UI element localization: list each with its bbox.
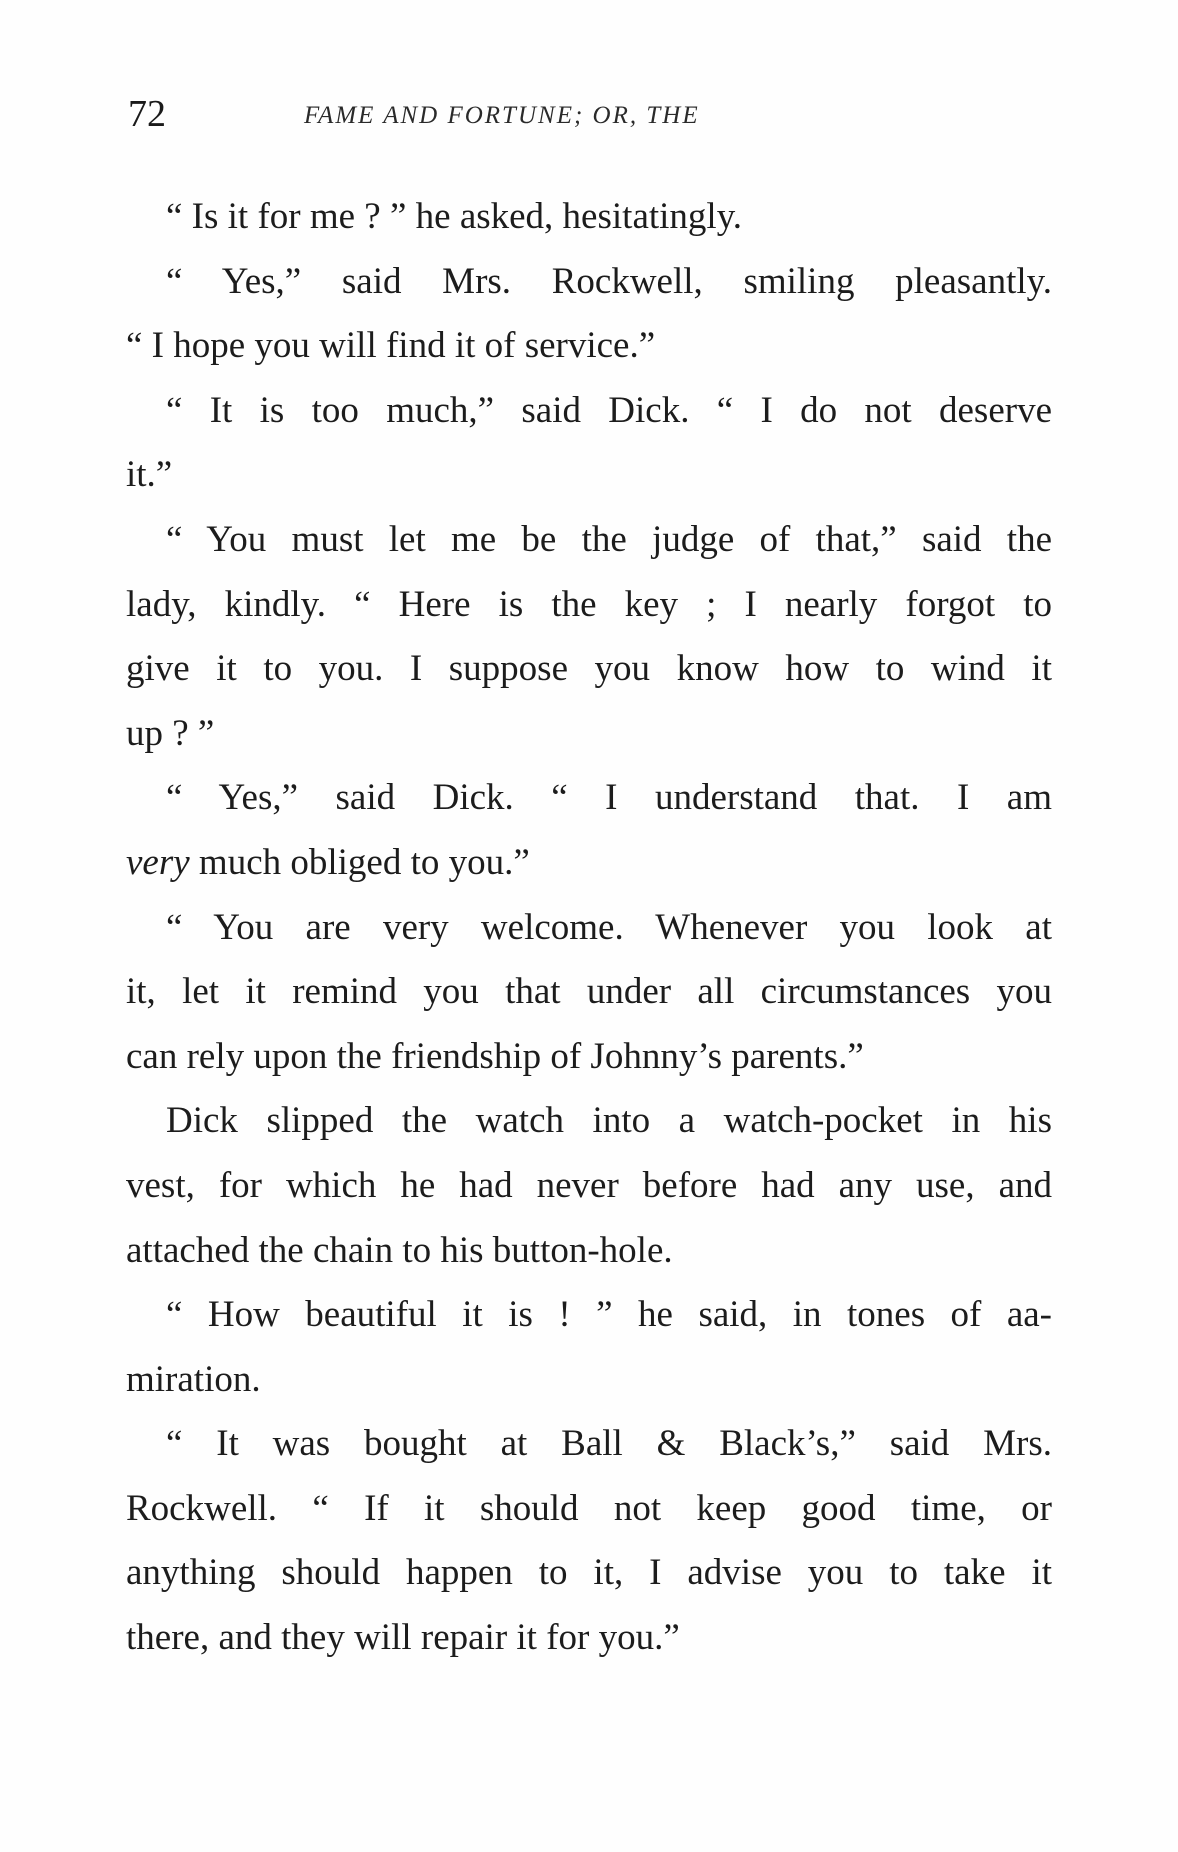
text-line: anything should happen to it, I advise you to take it (126, 1552, 1052, 1594)
text-line: give it to you. I suppose you know how to wind it (126, 648, 1052, 690)
page-number: 72 (128, 93, 166, 135)
body-text (126, 185, 1052, 1671)
text-line: “ Is it for me ? ” he asked, hesitatingly. (166, 196, 743, 237)
text-line: “ I hope you will find it of service.” (126, 325, 656, 367)
text-line: Dick slipped the watch into a watch-pocket in his (166, 1100, 1052, 1142)
text-line: vest, for which he had never before had any use, and (126, 1164, 1052, 1206)
text-line: “ How beautiful it is ! ” he said, in tones of aa- (166, 1294, 1052, 1336)
text-line: up ? ” (126, 712, 215, 754)
text-line: “ It was bought at Ball & Black’s,” said Mrs. (166, 1423, 1052, 1465)
page-header (128, 92, 1048, 136)
text-line: “ Yes,” said Dick. “ I understand that. I am (166, 777, 1052, 819)
text-line: very much obliged to you.” (126, 841, 530, 883)
text-line: attached the chain to his button-hole. (126, 1229, 673, 1271)
text-line: can rely upon the friendship of Johnny’s parents.” (126, 1035, 864, 1077)
text-line: “ You are very welcome. Whenever you look at (166, 906, 1052, 948)
running-head: FAME AND FORTUNE; OR, THE (304, 102, 700, 129)
text-line: “ Yes,” said Mrs. Rockwell, smiling pleasantly. (166, 260, 1052, 302)
text-line: Rockwell. “ If it should not keep good time, or (126, 1487, 1052, 1529)
text-line: it.” (126, 454, 173, 496)
italic-emphasis: very (126, 841, 190, 883)
text-line: lady, kindly. “ Here is the key ; I nearly forgot to (126, 583, 1052, 625)
text-line: “ It is too much,” said Dick. “ I do not deserve (166, 389, 1052, 431)
text-line: it, let it remind you that under all circumstances you (126, 971, 1052, 1013)
text-line: miration. (126, 1358, 261, 1400)
text-line: “ You must let me be the judge of that,” said the (166, 518, 1052, 560)
text-line: there, and they will repair it for you.” (126, 1617, 680, 1659)
